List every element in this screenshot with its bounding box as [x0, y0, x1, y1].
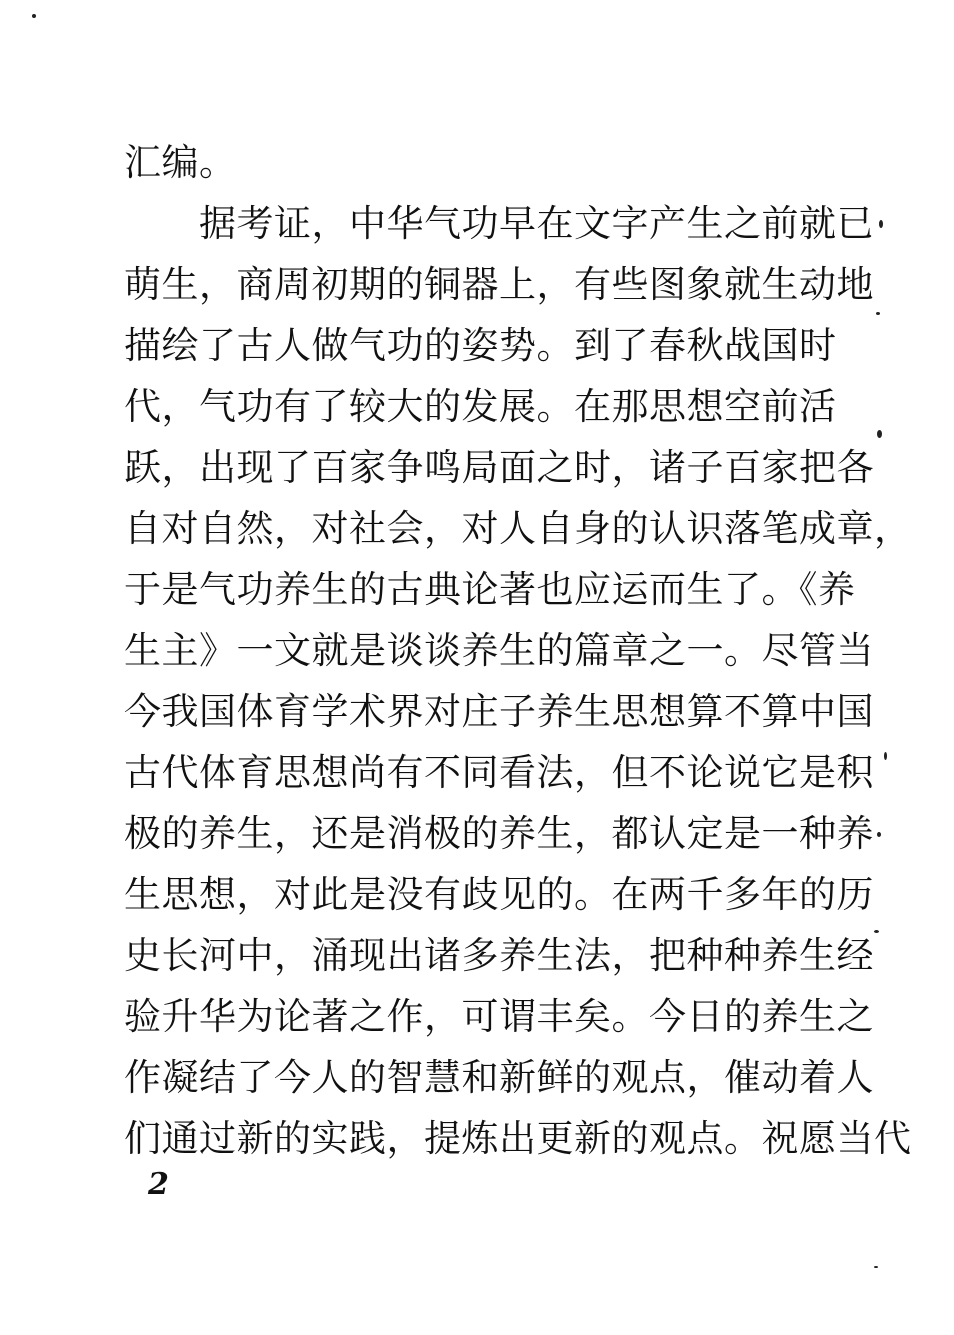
scan-speck	[874, 930, 879, 933]
scan-speck	[877, 430, 882, 438]
scan-speck	[32, 14, 36, 18]
text-line: 自对自然，对社会，对人自身的认识落笔成章，	[124, 507, 912, 550]
scan-speck	[879, 220, 883, 228]
scan-speck	[876, 312, 880, 315]
text-line: 古代体育思想尚有不同看法，但不论说它是积	[124, 751, 874, 794]
scan-speck	[877, 832, 881, 837]
text-line: 今我国体育学术界对庄子养生思想算不算中国	[124, 690, 874, 733]
text-line: 跃，出现了百家争鸣局面之时，诸子百家把各	[124, 446, 874, 489]
text-line: 代，气功有了较大的发展。在那思想空前活	[124, 385, 837, 428]
text-line: 生思想，对此是没有歧见的。在两千多年的历	[124, 873, 874, 916]
scan-speck	[884, 752, 887, 760]
text-line: 于是气功养生的古典论著也应运而生了。《养	[124, 568, 856, 611]
text-line: 极的养生，还是消极的养生，都认定是一种养	[124, 812, 874, 855]
body-text	[124, 132, 912, 1169]
text-line: 验升华为论著之作，可谓丰矣。今日的养生之	[124, 995, 874, 1038]
page-number: 2	[148, 1167, 169, 1202]
text-line: 据考证，中华气功早在文字产生之前就已	[124, 202, 874, 245]
text-line: 作凝结了今人的智慧和新鲜的观点，催动着人	[124, 1056, 874, 1099]
scan-speck	[874, 1266, 878, 1268]
text-line: 生主》一文就是谈谈养生的篇章之一。尽管当	[124, 629, 874, 672]
text-line: 们通过新的实践，提炼出更新的观点。祝愿当代	[124, 1117, 912, 1160]
text-line: 史长河中，涌现出诸多养生法，把种种养生经	[124, 934, 874, 977]
text-line: 汇编。	[124, 141, 237, 184]
text-line: 描绘了古人做气功的姿势。到了春秋战国时	[124, 324, 837, 367]
text-line: 萌生，商周初期的铜器上，有些图象就生动地	[124, 263, 874, 306]
